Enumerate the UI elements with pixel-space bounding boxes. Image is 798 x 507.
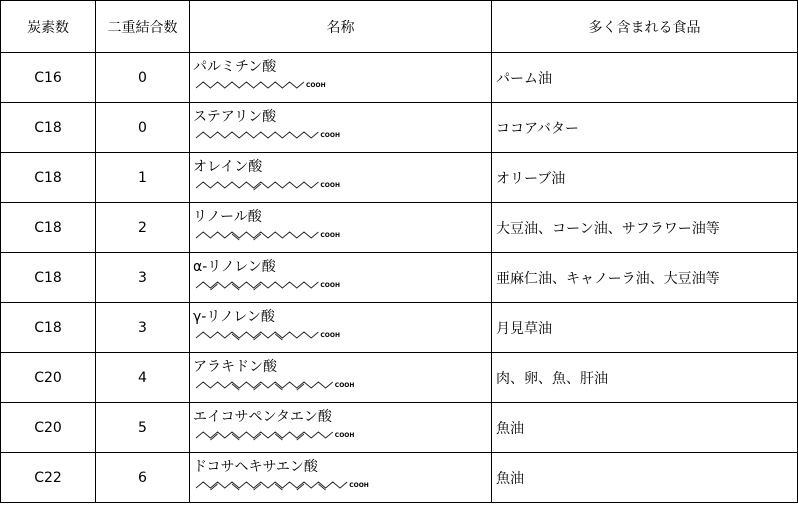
skeletal-structure bbox=[194, 375, 373, 393]
table-row bbox=[1, 203, 798, 253]
name-cell bbox=[190, 53, 492, 103]
foods-cell: ココアバター bbox=[492, 103, 798, 153]
cooh-label: COOH bbox=[334, 382, 355, 389]
acid-name: γ-リノレン酸 bbox=[193, 309, 275, 325]
double-bond-cell: 5 bbox=[96, 403, 190, 453]
acid-name: リノール酸 bbox=[193, 209, 262, 225]
name-cell bbox=[190, 403, 492, 453]
double-bond-cell: 1 bbox=[96, 153, 190, 203]
skeletal-structure bbox=[194, 325, 358, 343]
table-body bbox=[1, 53, 798, 503]
skeletal-structure bbox=[194, 175, 358, 193]
acid-name: ステアリン酸 bbox=[193, 109, 277, 125]
double-bond-cell: 2 bbox=[96, 203, 190, 253]
skeletal-structure bbox=[194, 425, 373, 443]
header-foods: 多く含まれる食品 bbox=[492, 1, 798, 53]
cooh-label: COOH bbox=[320, 282, 341, 289]
table-row bbox=[1, 353, 798, 403]
table-row bbox=[1, 403, 798, 453]
carbon-chain bbox=[196, 482, 347, 488]
foods-cell: 肉、卵、魚、肝油 bbox=[492, 353, 798, 403]
cooh-label: COOH bbox=[306, 82, 326, 89]
carbon-cell: C18 bbox=[1, 253, 96, 303]
double-bond-cell: 0 bbox=[96, 103, 190, 153]
acid-name: アラキドン酸 bbox=[193, 359, 277, 375]
header-carbon: 炭素数 bbox=[1, 1, 96, 53]
carbon-cell: C18 bbox=[1, 103, 96, 153]
acid-name: エイコサペンタエン酸 bbox=[193, 409, 332, 425]
table-row bbox=[1, 53, 798, 103]
cooh-label: COOH bbox=[349, 482, 369, 489]
skeletal-structure bbox=[194, 275, 358, 293]
name-cell bbox=[190, 353, 492, 403]
carbon-chain bbox=[196, 132, 318, 138]
skeletal-structure bbox=[194, 75, 344, 93]
carbon-cell: C20 bbox=[1, 353, 96, 403]
acid-name: ドコサヘキサエン酸 bbox=[193, 459, 318, 475]
foods-cell: 大豆油、コーン油、サフラワー油等 bbox=[492, 203, 798, 253]
carbon-cell: C20 bbox=[1, 403, 96, 453]
table-row bbox=[1, 103, 798, 153]
header-row bbox=[1, 1, 798, 53]
double-bond-cell: 4 bbox=[96, 353, 190, 403]
acid-name: α-リノレン酸 bbox=[193, 259, 276, 275]
table-row bbox=[1, 303, 798, 353]
cooh-label: COOH bbox=[320, 232, 341, 239]
foods-cell: オリーブ油 bbox=[492, 153, 798, 203]
name-cell bbox=[190, 153, 492, 203]
cooh-label: COOH bbox=[334, 432, 355, 439]
carbon-cell: C16 bbox=[1, 53, 96, 103]
table-row bbox=[1, 153, 798, 203]
cooh-label: COOH bbox=[320, 332, 341, 339]
double-bond-cell: 3 bbox=[96, 253, 190, 303]
name-cell bbox=[190, 453, 492, 503]
skeletal-structure bbox=[194, 475, 387, 493]
double-bond-cell: 6 bbox=[96, 453, 190, 503]
foods-cell: 月見草油 bbox=[492, 303, 798, 353]
table-row bbox=[1, 253, 798, 303]
foods-cell: 魚油 bbox=[492, 453, 798, 503]
cooh-label: COOH bbox=[320, 182, 341, 189]
name-cell bbox=[190, 303, 492, 353]
carbon-cell: C22 bbox=[1, 453, 96, 503]
name-cell bbox=[190, 103, 492, 153]
carbon-chain bbox=[196, 82, 304, 88]
table-row bbox=[1, 453, 798, 503]
double-bond-cell: 3 bbox=[96, 303, 190, 353]
name-cell bbox=[190, 253, 492, 303]
carbon-cell: C18 bbox=[1, 153, 96, 203]
foods-cell: 魚油 bbox=[492, 403, 798, 453]
foods-cell: 亜麻仁油、キャノーラ油、大豆油等 bbox=[492, 253, 798, 303]
skeletal-structure bbox=[194, 125, 358, 143]
cooh-label: COOH bbox=[320, 132, 341, 139]
carbon-chain bbox=[196, 382, 333, 388]
acid-name: オレイン酸 bbox=[193, 159, 263, 175]
skeletal-structure bbox=[194, 225, 358, 243]
double-bond-cell: 0 bbox=[96, 53, 190, 103]
carbon-cell: C18 bbox=[1, 303, 96, 353]
header-double-bonds: 二重結合数 bbox=[96, 1, 190, 53]
foods-cell: パーム油 bbox=[492, 53, 798, 103]
header-name: 名称 bbox=[190, 1, 492, 53]
carbon-cell: C18 bbox=[1, 203, 96, 253]
name-cell bbox=[190, 203, 492, 253]
acid-name: パルミチン酸 bbox=[193, 59, 277, 75]
